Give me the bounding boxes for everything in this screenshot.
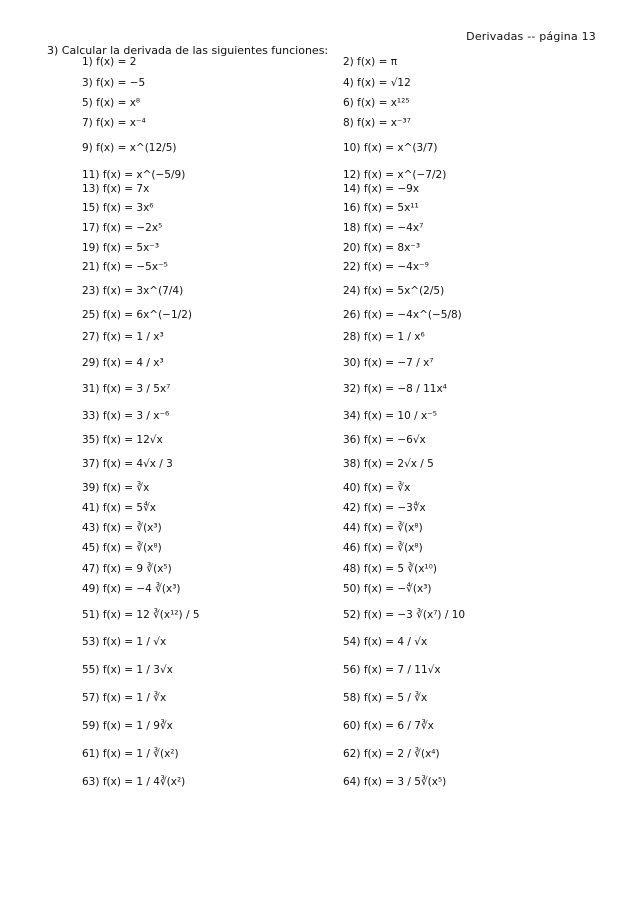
exercise-item: 50) f(x) = −∜(x³) [343, 583, 432, 595]
exercise-item: 5) f(x) = x⁸ [82, 97, 141, 109]
exercise-item: 3) f(x) = −5 [82, 77, 146, 89]
exercise-item: 2) f(x) = π [343, 56, 398, 68]
exercise-item: 36) f(x) = −6√x [343, 434, 426, 446]
exercise-item: 25) f(x) = 6x^(−1/2) [82, 309, 192, 321]
exercise-item: 4) f(x) = √12 [343, 77, 411, 89]
exercise-item: 11) f(x) = x^(−5/9) [82, 169, 186, 181]
exercise-item: 53) f(x) = 1 / √x [82, 636, 167, 648]
exercise-item: 52) f(x) = −3 ∛(x⁷) / 10 [343, 609, 466, 621]
exercise-item: 28) f(x) = 1 / x⁶ [343, 331, 425, 343]
exercise-item: 16) f(x) = 5x¹¹ [343, 202, 419, 214]
exercise-item: 13) f(x) = 7x [82, 183, 150, 195]
exercise-item: 6) f(x) = x¹²⁵ [343, 97, 410, 109]
exercise-item: 20) f(x) = 8x⁻³ [343, 242, 421, 254]
exercise-item: 59) f(x) = 1 / 9∛x [82, 720, 173, 732]
exercise-item: 30) f(x) = −7 / x⁷ [343, 357, 434, 369]
exercise-item: 55) f(x) = 1 / 3√x [82, 664, 173, 676]
exercise-item: 34) f(x) = 10 / x⁻⁵ [343, 410, 437, 422]
exercise-item: 63) f(x) = 1 / 4∛(x²) [82, 776, 186, 788]
exercise-item: 23) f(x) = 3x^(7/4) [82, 285, 184, 297]
exercise-item: 12) f(x) = x^(−7/2) [343, 169, 447, 181]
exercise-item: 19) f(x) = 5x⁻³ [82, 242, 160, 254]
exercise-item: 58) f(x) = 5 / ∛x [343, 692, 428, 704]
exercise-item: 37) f(x) = 4√x / 3 [82, 458, 173, 470]
exercise-item: 46) f(x) = ∛(x⁸) [343, 542, 423, 554]
exercise-item: 7) f(x) = x⁻⁴ [82, 117, 146, 129]
exercise-item: 51) f(x) = 12 ∛(x¹²) / 5 [82, 609, 200, 621]
exercise-item: 43) f(x) = ∛(x³) [82, 522, 162, 534]
exercise-item: 1) f(x) = 2 [82, 56, 137, 68]
exercise-item: 24) f(x) = 5x^(2/5) [343, 285, 445, 297]
exercise-item: 10) f(x) = x^(3/7) [343, 142, 438, 154]
exercise-item: 44) f(x) = ∛(x⁸) [343, 522, 423, 534]
exercise-item: 26) f(x) = −4x^(−5/8) [343, 309, 462, 321]
exercise-item: 33) f(x) = 3 / x⁻⁶ [82, 410, 170, 422]
exercise-item: 35) f(x) = 12√x [82, 434, 163, 446]
exercise-item: 27) f(x) = 1 / x³ [82, 331, 164, 343]
exercise-item: 31) f(x) = 3 / 5x⁷ [82, 383, 171, 395]
exercise-item: 32) f(x) = −8 / 11x⁴ [343, 383, 447, 395]
exercise-item: 15) f(x) = 3x⁶ [82, 202, 154, 214]
exercise-item: 62) f(x) = 2 / ∛(x⁴) [343, 748, 440, 760]
exercise-item: 49) f(x) = −4 ∛(x³) [82, 583, 181, 595]
exercise-item: 48) f(x) = 5 ∛(x¹⁰) [343, 563, 437, 575]
exercise-item: 14) f(x) = −9x [343, 183, 420, 195]
exercise-item: 18) f(x) = −4x⁷ [343, 222, 424, 234]
exercise-item: 9) f(x) = x^(12/5) [82, 142, 177, 154]
exercise-item: 40) f(x) = ∛x [343, 482, 411, 494]
exercise-item: 41) f(x) = 5∜x [82, 502, 156, 514]
exercise-item: 8) f(x) = x⁻³⁷ [343, 117, 411, 129]
exercise-item: 42) f(x) = −3∜x [343, 502, 426, 514]
exercise-item: 60) f(x) = 6 / 7∛x [343, 720, 434, 732]
exercise-item: 45) f(x) = ∛(x⁸) [82, 542, 162, 554]
exercise-item: 57) f(x) = 1 / ∛x [82, 692, 167, 704]
exercise-item: 56) f(x) = 7 / 11√x [343, 664, 441, 676]
exercise-item: 22) f(x) = −4x⁻⁹ [343, 261, 429, 273]
exercise-item: 39) f(x) = ∛x [82, 482, 150, 494]
exercise-title: 3) Calcular la derivada de las siguientes funciones: [47, 44, 329, 57]
exercise-item: 17) f(x) = −2x⁵ [82, 222, 163, 234]
page-header: Derivadas -- página 13 [466, 30, 596, 43]
exercise-item: 47) f(x) = 9 ∛(x⁵) [82, 563, 172, 575]
exercise-item: 21) f(x) = −5x⁻⁵ [82, 261, 168, 273]
exercise-item: 38) f(x) = 2√x / 5 [343, 458, 434, 470]
exercise-item: 29) f(x) = 4 / x³ [82, 357, 164, 369]
exercise-item: 54) f(x) = 4 / √x [343, 636, 428, 648]
exercise-item: 64) f(x) = 3 / 5∛(x⁵) [343, 776, 447, 788]
exercise-item: 61) f(x) = 1 / ∛(x²) [82, 748, 179, 760]
